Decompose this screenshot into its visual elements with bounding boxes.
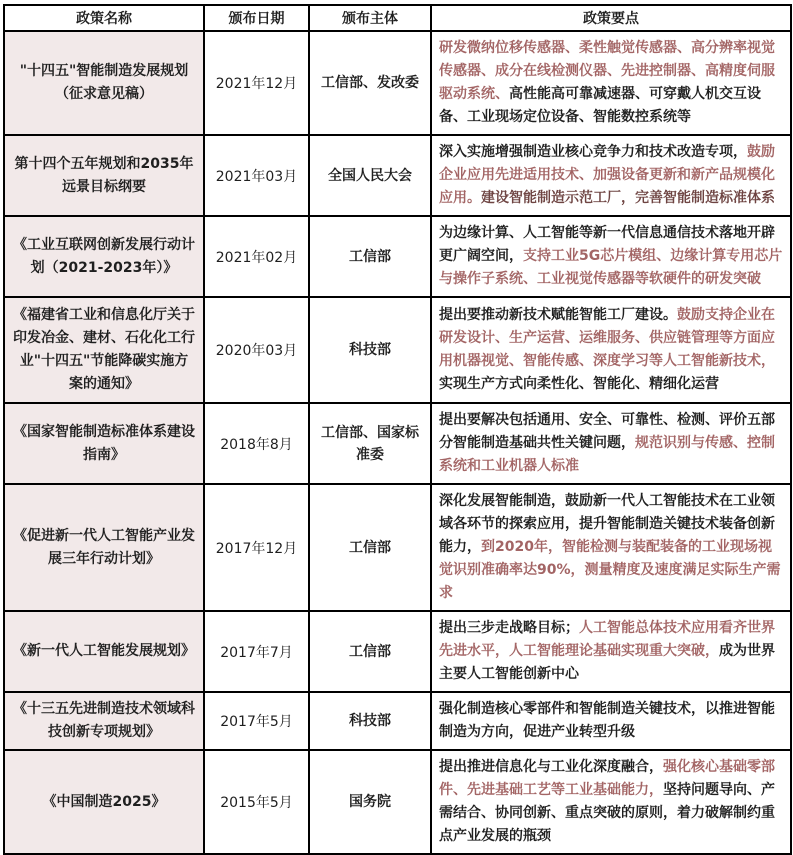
points-segment: 提出三步走战略目标； xyxy=(439,620,579,636)
key-points-cell xyxy=(431,750,791,854)
policy-points xyxy=(439,144,775,206)
policy-date: 2015年5月 xyxy=(220,795,293,811)
points-segment: 深入实施增强制造业核心竞争力和技术改造专项， xyxy=(439,144,747,160)
table-row xyxy=(4,31,791,135)
issuer-cell xyxy=(309,484,431,611)
key-points-cell xyxy=(431,484,791,611)
policy-name-cell xyxy=(4,484,204,611)
policy-date: 2017年12月 xyxy=(215,540,298,557)
issuer-cell xyxy=(309,135,431,216)
policy-name-cell xyxy=(4,403,204,484)
policy-points xyxy=(439,307,775,392)
points-segment: 规范识别与传感、控制系统和工业机器人标准 xyxy=(439,435,775,474)
table-row xyxy=(4,692,791,750)
policy-issuer: 科技部 xyxy=(349,342,391,358)
policy-issuer: 工信部、发改委 xyxy=(321,75,419,91)
points-segment: 研发微纳位移传感器、柔性触觉传感器、高分辨率视觉传感器、成分在线检测仪器、先进控制器、高精度伺服驱动系统、 xyxy=(439,40,775,102)
policy-name-cell xyxy=(4,135,204,216)
table-row xyxy=(4,403,791,484)
policy-name: 第十四个五年规划和2035年远景目标纲要 xyxy=(14,155,194,195)
issuer-cell xyxy=(309,692,431,750)
policy-name-cell xyxy=(4,297,204,403)
issue-date-cell xyxy=(204,31,309,135)
table-row xyxy=(4,611,791,692)
policy-name-cell xyxy=(4,692,204,750)
policy-name: 《中国制造2025》 xyxy=(42,793,166,810)
header-row xyxy=(4,5,791,31)
policy-table-header xyxy=(4,5,791,31)
points-segment: 人工智能总体技术应用看齐世界先进水平，人工智能理论基础实现重大突破， xyxy=(439,620,775,659)
issue-date-cell xyxy=(204,403,309,484)
points-segment: 到2020年，智能检测与装配装备的工业现场视觉识别准确率达90%，测量精度及速度满足实际生产需求 xyxy=(439,539,781,601)
policy-date: 2020年03月 xyxy=(215,343,298,359)
policy-issuer: 国务院 xyxy=(349,794,391,810)
issue-date-cell xyxy=(204,297,309,403)
policy-issuer: 工信部 xyxy=(349,643,391,660)
column-header-key-points: 政策要点 xyxy=(431,5,791,31)
policy-issuer: 科技部 xyxy=(349,713,391,729)
policy-name: 《新一代人工智能发展规划》 xyxy=(13,643,195,659)
policy-points xyxy=(439,412,775,474)
points-segment: 建设智能制造示范工厂，完善智能制造标准体系 xyxy=(481,190,775,206)
issuer-cell xyxy=(309,31,431,135)
key-points-cell xyxy=(431,403,791,484)
policy-name-cell xyxy=(4,216,204,297)
points-segment: 鼓励企业应用先进适用技术、加强设备更新和新产品规模化应用。 xyxy=(439,144,775,206)
policy-points xyxy=(439,40,775,125)
policy-table xyxy=(3,4,792,855)
points-segment: 强化制造核心零部件和智能制造关键技术，以推进智能制造为方向，促进产业转型升级 xyxy=(439,701,775,740)
key-points-cell xyxy=(431,692,791,750)
issuer-cell xyxy=(309,611,431,692)
table-row xyxy=(4,216,791,297)
key-points-cell xyxy=(431,31,791,135)
table-row xyxy=(4,297,791,403)
policy-name-cell xyxy=(4,31,204,135)
issue-date-cell xyxy=(204,750,309,854)
issue-date-cell xyxy=(204,692,309,750)
policy-points xyxy=(439,493,781,601)
policy-issuer: 工信部 xyxy=(349,248,391,265)
policy-name: 《工业互联网创新发展行动计划（2021-2023年）》 xyxy=(13,236,195,276)
policy-date: 2021年12月 xyxy=(215,76,298,92)
key-points-cell xyxy=(431,611,791,692)
policy-name: 《十三五先进制造技术领域科技创新专项规划》 xyxy=(13,701,195,740)
policy-date: 2021年03月 xyxy=(215,168,298,185)
table-row xyxy=(4,135,791,216)
policy-issuer: 全国人民大会 xyxy=(328,167,412,184)
policy-date: 2018年8月 xyxy=(220,436,293,453)
points-segment: 强化核心基础零部件、先进基础工艺等工业基础能力， xyxy=(439,759,775,798)
issue-date-cell xyxy=(204,611,309,692)
policy-name: 《国家智能制造标准体系建设指南》 xyxy=(13,423,195,463)
issuer-cell xyxy=(309,403,431,484)
key-points-cell xyxy=(431,297,791,403)
points-segment: 高性能高可靠减速器、可穿戴人机交互设备、工业现场定位设备、智能数控系统等 xyxy=(439,86,761,125)
points-segment: 坚持问题导向、产需结合、协同创新、重点突破的原则，着力破解制约重点产业发展的瓶颈 xyxy=(439,782,775,844)
points-segment: 提出要解决包括通用、安全、可靠性、检测、评价五部分智能制造基础共性关键问题， xyxy=(439,412,775,451)
issuer-cell xyxy=(309,297,431,403)
policy-issuer: 工信部、国家标准委 xyxy=(321,424,419,463)
points-segment: 提出要推动新技术赋能智能工厂建设。 xyxy=(439,307,677,323)
issuer-cell xyxy=(309,216,431,297)
policy-name: "十四五"智能制造发展规划（征求意见稿） xyxy=(19,63,189,102)
points-segment: 深化发展智能制造，鼓励新一代人工智能技术在工业领域各环节的探索应用，提升智能制造关键技术装备创新能力， xyxy=(439,493,775,555)
policy-points xyxy=(439,701,775,740)
policy-date: 2017年5月 xyxy=(220,714,293,730)
issue-date-cell xyxy=(204,135,309,216)
policy-date: 2021年02月 xyxy=(215,249,298,266)
policy-points xyxy=(439,225,782,287)
issuer-cell xyxy=(309,750,431,854)
key-points-cell xyxy=(431,135,791,216)
policy-name-cell xyxy=(4,750,204,854)
policy-name-cell xyxy=(4,611,204,692)
column-header-issue-date: 颁布日期 xyxy=(204,5,309,31)
policy-points xyxy=(439,620,775,682)
points-segment: 实现生产方式向柔性化、智能化、精细化运营 xyxy=(439,376,719,392)
points-segment: 为边缘计算、人工智能等新一代信息通信技术落地开辟更广阔空间， xyxy=(439,225,775,264)
points-segment: 成为世界主要人工智能创新中心 xyxy=(439,643,775,682)
policy-name: 《福建省工业和信息化厅关于印发冶金、建材、石化化工行业"十四五"节能降碳实施方案的通知》 xyxy=(13,307,195,392)
points-segment: 提出推进信息化与工业化深度融合， xyxy=(439,759,663,775)
issue-date-cell xyxy=(204,484,309,611)
points-segment: 鼓励支持企业在研发设计、生产运营、运维服务、供应链管理等方面应用机器视觉、智能传感、深度学习等人工智能新技术， xyxy=(439,307,775,369)
table-row xyxy=(4,750,791,854)
points-segment: 支持工业5G芯片模组、边缘计算专用芯片与操作子系统、工业视觉传感器等软硬件的研发突破 xyxy=(439,248,783,287)
column-header-policy-name: 政策名称 xyxy=(4,5,204,31)
policy-table-body xyxy=(4,31,791,854)
issue-date-cell xyxy=(204,216,309,297)
key-points-cell xyxy=(431,216,791,297)
table-row xyxy=(4,484,791,611)
policy-issuer: 工信部 xyxy=(349,539,391,556)
policy-date: 2017年7月 xyxy=(220,644,293,661)
column-header-issuer: 颁布主体 xyxy=(309,5,431,31)
policy-name: 《促进新一代人工智能产业发展三年行动计划》 xyxy=(13,527,195,567)
